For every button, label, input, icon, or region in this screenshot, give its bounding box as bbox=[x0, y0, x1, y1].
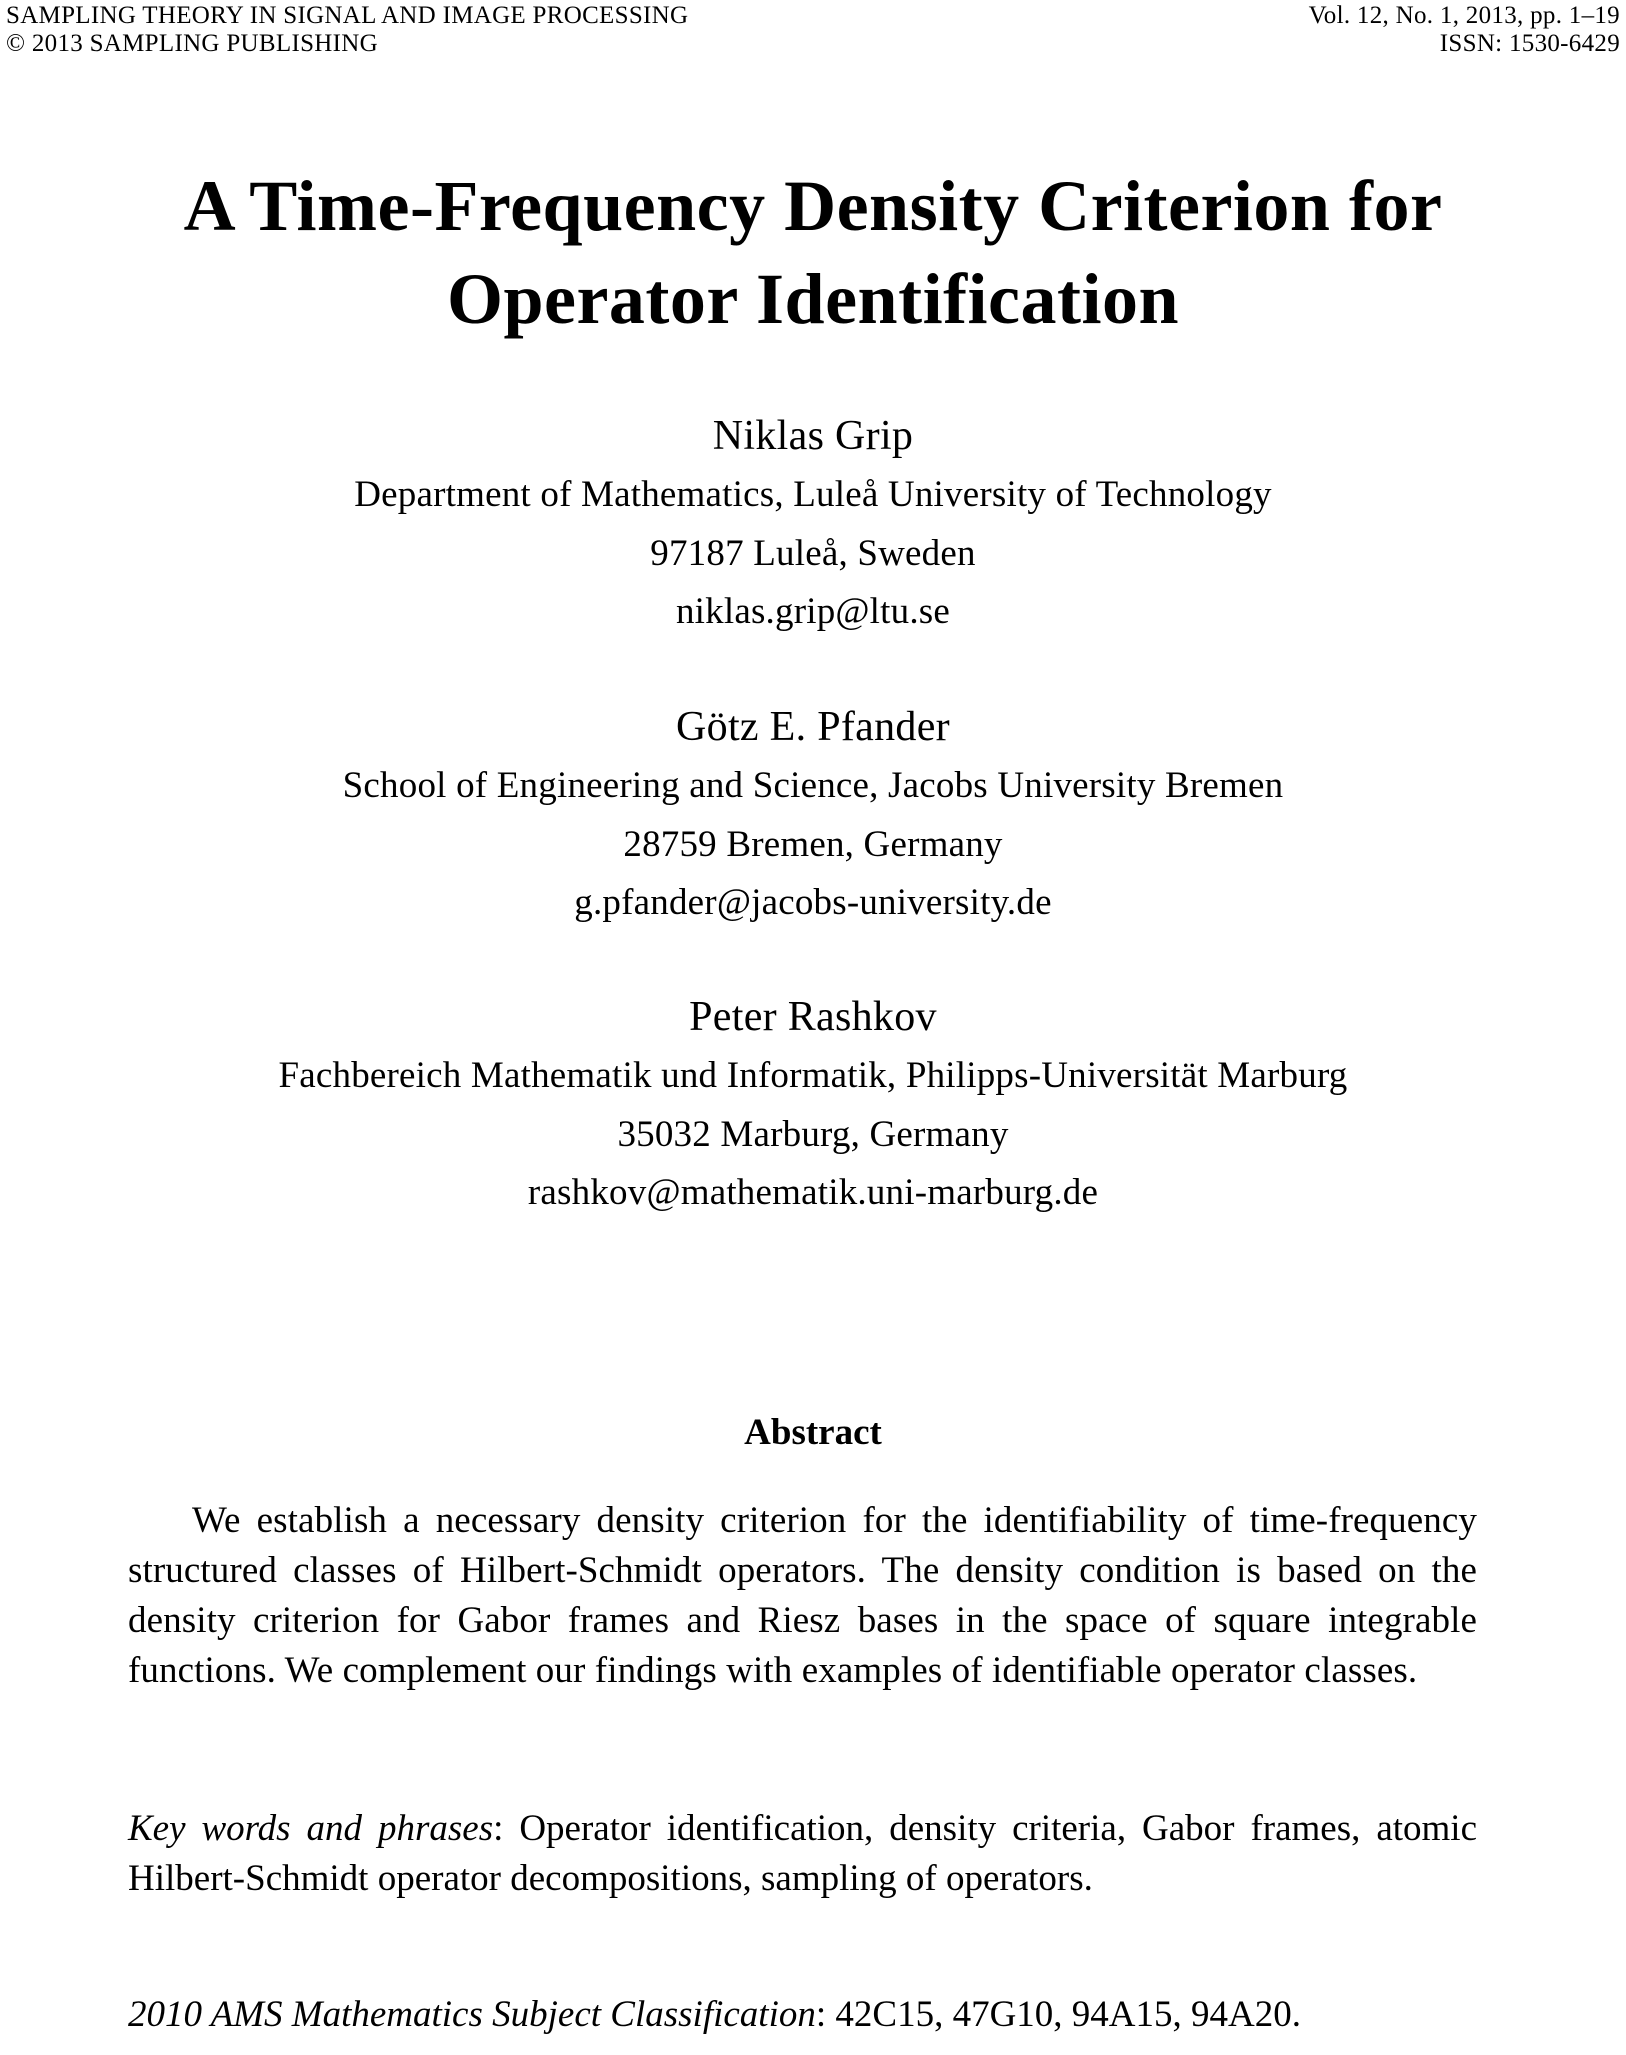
author-address: 97187 Luleå, Sweden bbox=[650, 532, 976, 574]
classification-label: 2010 AMS Mathematics Subject Classification bbox=[128, 1994, 816, 2035]
author-affiliation: School of Engineering and Science, Jacobs University Bremen bbox=[342, 765, 1284, 806]
header-left bbox=[6, 2, 688, 58]
author-email[interactable]: niklas.grip@ltu.se bbox=[675, 591, 951, 632]
volume-info: Vol. 12, No. 1, 2013, pp. 1–19 bbox=[1308, 2, 1620, 29]
keywords-separator: : bbox=[493, 1808, 504, 1849]
author-email[interactable]: g.pfander@jacobs-university.de bbox=[574, 882, 1052, 923]
author-name: Niklas Grip bbox=[712, 413, 914, 459]
classification-codes: 42C15, 47G10, 94A15, 94A20. bbox=[826, 1994, 1301, 2035]
abstract-body: We establish a necessary density criterion for the identifiability of time-frequency structured classes of Hilbert-Schmidt operators. The density condition is based on the density criterion for Gabor frames and Riesz bases in the space of square integrable functions. We complement our findings with examples of identifiable operator classes. bbox=[128, 1500, 1477, 1691]
issn: ISSN: 1530-6429 bbox=[1439, 30, 1620, 57]
author-email[interactable]: rashkov@mathematik.uni-marburg.de bbox=[527, 1172, 1099, 1213]
author-address: 28759 Bremen, Germany bbox=[623, 823, 1003, 865]
author-address: 35032 Marburg, Germany bbox=[617, 1113, 1009, 1155]
title-line-1: A Time-Frequency Density Criterion for bbox=[183, 166, 1443, 246]
author-block-3 bbox=[0, 987, 1626, 1223]
title-line-2: Operator Identification bbox=[446, 259, 1180, 339]
author-block-2 bbox=[0, 697, 1626, 933]
keywords-label: Key words and phrases bbox=[128, 1808, 494, 1849]
subject-classification bbox=[128, 1990, 1528, 2040]
author-name: Götz E. Pfander bbox=[676, 704, 950, 750]
copyright-notice: © 2013 SAMPLING PUBLISHING bbox=[6, 30, 378, 57]
abstract-heading: Abstract bbox=[744, 1412, 882, 1453]
author-block-1 bbox=[0, 406, 1626, 642]
author-affiliation: Department of Mathematics, Luleå University of Technology bbox=[354, 474, 1272, 515]
classification-separator: : bbox=[815, 1994, 827, 2035]
paper-title bbox=[0, 160, 1626, 346]
header-right bbox=[1309, 2, 1620, 58]
journal-name: SAMPLING THEORY IN SIGNAL AND IMAGE PROCESSING bbox=[6, 2, 689, 29]
keywords-paragraph bbox=[128, 1804, 1477, 1904]
author-affiliation: Fachbereich Mathematik und Informatik, Philipps-Universität Marburg bbox=[278, 1055, 1348, 1096]
keywords-text: Operator identification, density criteria, Gabor frames, atomic Hilbert-Schmidt operator decompositions, sampling of operators. bbox=[128, 1808, 1477, 1899]
author-name: Peter Rashkov bbox=[689, 994, 937, 1040]
